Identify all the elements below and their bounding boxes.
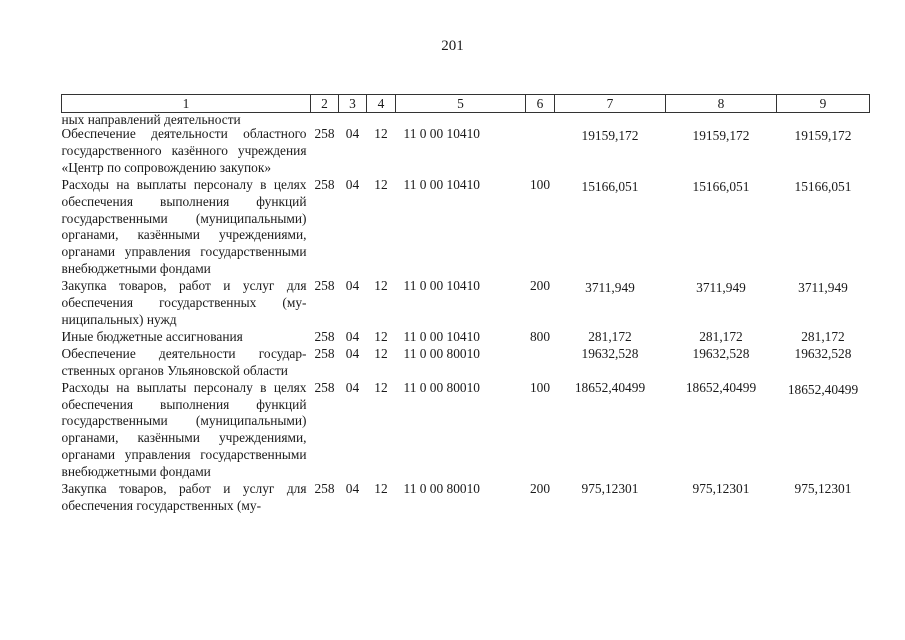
header-col-6: 6 <box>526 95 555 113</box>
row-section: 04 <box>345 345 360 361</box>
row-expense-type: 800 <box>529 328 551 344</box>
row-name: Иные бюджетные ассигнования <box>61 328 243 344</box>
row-subsection: 12 <box>374 379 388 395</box>
header-col-3: 3 <box>339 95 367 113</box>
row-target-code: 11 0 00 80010 <box>403 481 480 497</box>
row-subsection: 12 <box>374 126 388 141</box>
row-expense-type: 200 <box>529 278 551 294</box>
row-amount-col9: 3711,949 <box>798 280 848 296</box>
header-col-2: 2 <box>311 95 339 113</box>
header-col-4: 4 <box>367 95 396 113</box>
row-amount-col8: 18652,40499 <box>685 379 757 395</box>
row-section: 04 <box>345 126 360 141</box>
page-number: 201 <box>441 38 464 54</box>
row-amount-col7: 18652,40499 <box>574 379 646 395</box>
row-expense-type: 100 <box>529 379 551 395</box>
table-row <box>62 346 870 380</box>
header-col-1: 1 <box>62 95 311 113</box>
row-amount-col8: 15166,051 <box>692 178 750 194</box>
row-target-code: 11 0 00 80010 <box>403 379 480 395</box>
row-amount-col8: 19159,172 <box>692 128 750 143</box>
row-amount-col7: 15166,051 <box>581 178 639 194</box>
row-expense-type <box>526 126 555 177</box>
row-amount-col9: 15166,051 <box>794 178 852 194</box>
row-amount-col7: 975,12301 <box>581 481 639 497</box>
table-header <box>62 95 870 113</box>
continuation-text: ных направлений деятельности <box>61 112 241 127</box>
row-amount-col9: 19632,528 <box>794 345 852 361</box>
row-ministry-code: 258 <box>314 379 335 395</box>
row-subsection: 12 <box>374 481 388 497</box>
row-target-code: 11 0 00 10410 <box>403 328 480 344</box>
header-col-5: 5 <box>396 95 526 113</box>
row-name: Закупка товаров, работ и услуг для обеспечения государственных (му- <box>61 481 307 513</box>
row-subsection: 12 <box>374 176 388 192</box>
budget-table <box>61 94 870 515</box>
row-amount-col9: 281,172 <box>801 328 845 344</box>
header-col-8: 8 <box>666 95 777 113</box>
row-subsection: 12 <box>374 278 388 294</box>
row-name: Обеспечение деятельности областного государственного казённого учреждения «Центр по сопровождению закупок» <box>61 126 307 175</box>
row-name: Обеспечение деятельности государственных органов Ульяновской области <box>61 345 307 378</box>
row-amount-col8: 19632,528 <box>692 345 750 361</box>
row-target-code: 11 0 00 80010 <box>403 345 480 361</box>
row-amount-col9: 18652,40499 <box>787 381 859 397</box>
table-body <box>62 113 870 515</box>
row-target-code: 11 0 00 10410 <box>403 278 480 294</box>
row-expense-type: 100 <box>529 176 551 192</box>
row-subsection: 12 <box>374 345 388 361</box>
row-target-code: 11 0 00 10410 <box>403 126 480 141</box>
row-section: 04 <box>345 379 360 395</box>
header-col-7: 7 <box>555 95 666 113</box>
row-section: 04 <box>345 176 360 192</box>
table-row-continuation <box>62 113 870 127</box>
header-row <box>62 95 870 113</box>
row-amount-col7: 281,172 <box>588 328 632 344</box>
table-row <box>62 278 870 329</box>
row-subsection: 12 <box>374 328 388 344</box>
row-amount-col7: 19159,172 <box>581 128 639 143</box>
row-amount-col8: 281,172 <box>699 328 743 344</box>
row-ministry-code: 258 <box>314 345 335 361</box>
row-amount-col8: 975,12301 <box>692 481 750 497</box>
table-row <box>62 177 870 278</box>
row-section: 04 <box>345 481 360 497</box>
row-name: Закупка товаров, работ и услуг для обеспечения государственных (муниципальных) нужд <box>61 278 307 327</box>
row-ministry-code: 258 <box>314 126 335 141</box>
table-row <box>62 329 870 346</box>
row-amount-col9: 19159,172 <box>794 128 852 143</box>
row-amount-col7: 19632,528 <box>581 345 639 361</box>
row-amount-col9: 975,12301 <box>794 481 852 497</box>
table-row <box>62 481 870 515</box>
header-col-9: 9 <box>777 95 870 113</box>
row-expense-type <box>526 346 555 380</box>
row-ministry-code: 258 <box>314 176 335 192</box>
row-target-code: 11 0 00 10410 <box>403 176 480 192</box>
row-section: 04 <box>345 328 360 344</box>
budget-table-container <box>61 94 859 515</box>
row-expense-type: 200 <box>529 481 551 497</box>
table-row <box>62 126 870 177</box>
row-name: Расходы на выплаты персоналу в целях обеспечения выполнения функций государственными (муниципальными) органами, казёнными учреждениями, органами управления государственными внебюджетными фондами <box>61 176 307 277</box>
row-ministry-code: 258 <box>314 278 335 294</box>
row-ministry-code: 258 <box>314 328 335 344</box>
row-section: 04 <box>345 278 360 294</box>
row-ministry-code: 258 <box>314 481 335 497</box>
row-amount-col8: 3711,949 <box>696 280 746 296</box>
row-name: Расходы на выплаты персоналу в целях обеспечения выполнения функций государственными (муниципальными) органами, казёнными учреждениями, органами управления государственными внебюджетными фондами <box>61 379 307 480</box>
row-amount-col7: 3711,949 <box>585 280 635 296</box>
table-row <box>62 380 870 481</box>
